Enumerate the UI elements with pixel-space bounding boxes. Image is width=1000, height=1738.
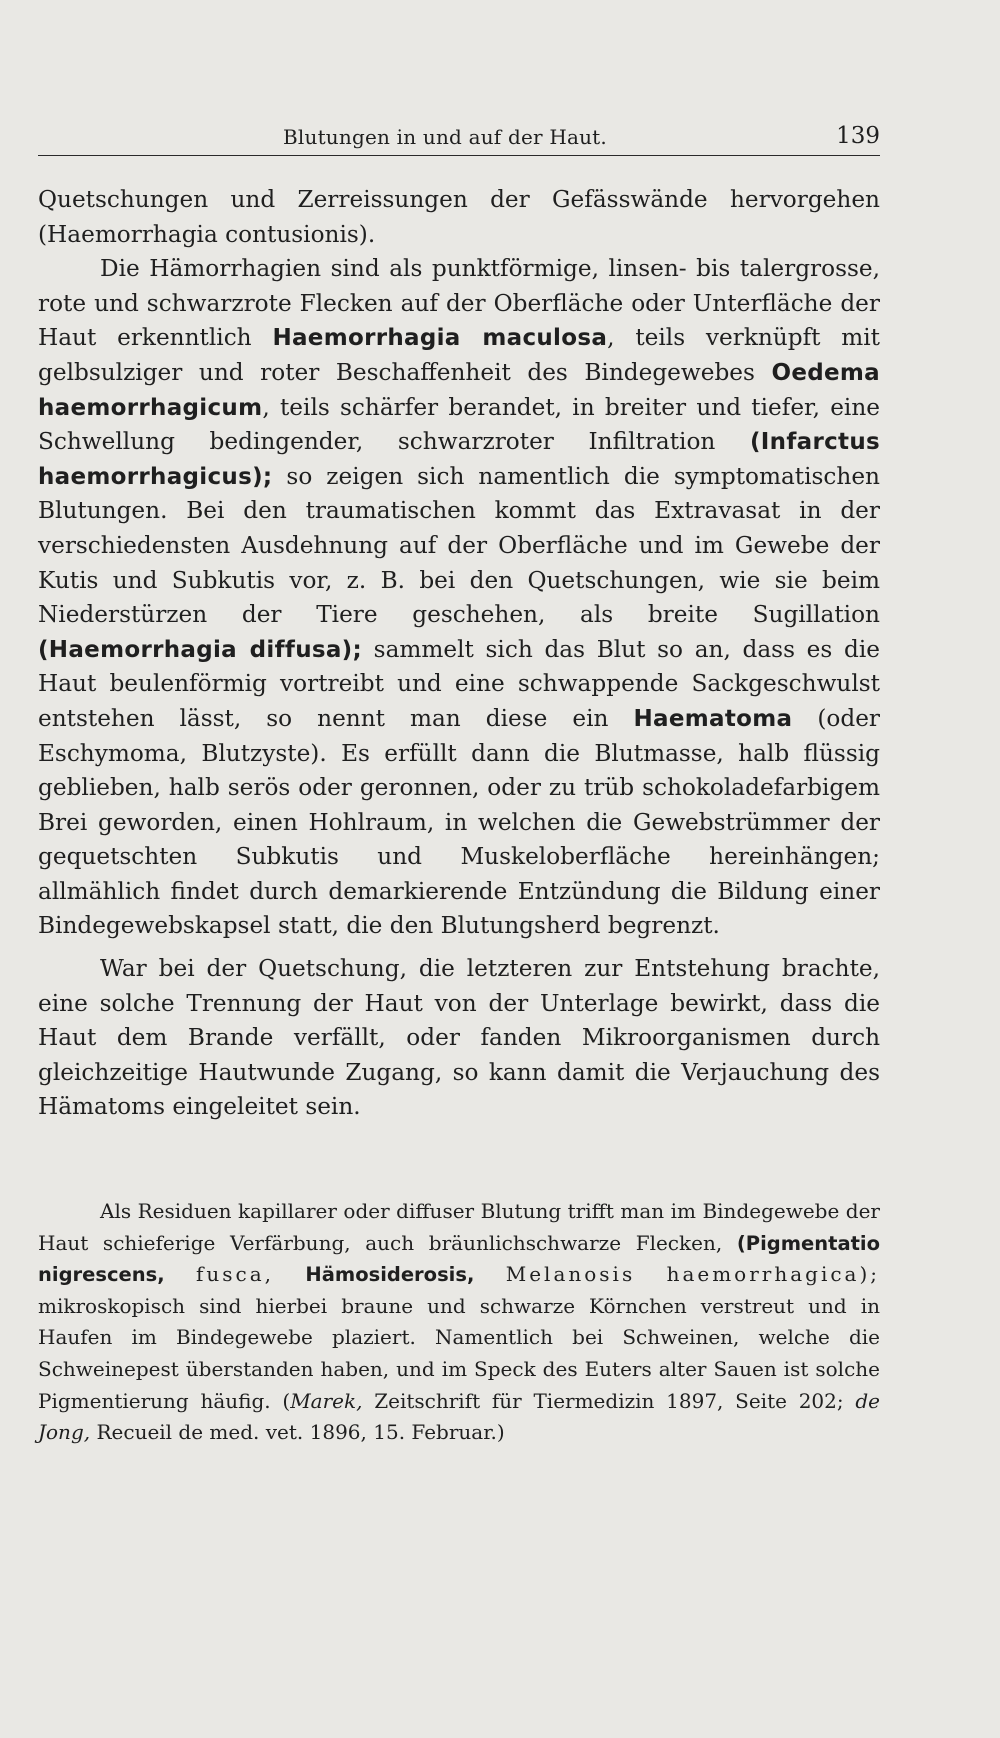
paragraph-2-text-a: Die Hämorrhagien sind als punktförmige, linsen- bis talergrosse, rote und schwarzrote Flecken auf der Oberfläche oder Unterfläche der Haut erkenntlich xyxy=(38,255,880,352)
small-print-paragraph xyxy=(38,1196,880,1449)
paragraph-2-text-g: (oder Eschymoma, Blutzyste). Es erfüllt dann die Blutmasse, halb flüssig geblieben, halb serös oder geronnen, oder zu trüb schokoladefarbigem Brei geworden, einen Hohlraum, in welchen die Gewebstrümmer der gequetschten Subkutis und Muskeloberfläche hereinhängen; allmählich findet durch demarkierende Entzündung die Bildung einer Bindegewebskapsel statt, die den Blutungsherd begrenzt. xyxy=(38,704,881,940)
paragraph-1-text: Quetschungen und Zerreissungen der Gefässwände hervorgehen (Haemorrhagia contusionis). xyxy=(38,186,880,248)
main-text xyxy=(38,183,880,1125)
paragraph-2-text-e: so zeigen sich namentlich die symptomatischen Blutungen. Bei den traumatischen kommt das Extravasat in der verschiedensten Ausdehnung auf der Oberfläche und im Gewebe der Kutis und Subkutis vor, z. B. bei den Quetschungen, wie sie beim Niederstürzen der Tiere geschehen, als breite Sugillation xyxy=(38,462,880,629)
small-text-e: Zeitschrift für Tiermedizin 1897, Seite 202; xyxy=(362,1388,856,1413)
paragraph-2-text-d: , teils schärfer berandet, in breiter und tiefer, eine Schwellung bedingender, schwarzroter Infiltration xyxy=(38,393,880,456)
small-paragraph xyxy=(38,1196,880,1449)
page-number: 139 xyxy=(836,123,880,149)
term-haemosiderosis: Hämosiderosis, xyxy=(305,1263,475,1287)
term-haematoma: Haematoma xyxy=(633,705,793,732)
paragraph-2 xyxy=(38,252,880,944)
term-haemorrhagia-diffusa: (Haemorrhagia diffusa); xyxy=(38,636,362,663)
paragraph-2-text-c: , teils verknüpft mit gelbsulziger und roter Beschaffenheit des Bindegewebes xyxy=(38,324,881,386)
paragraph-2-text-f: sammelt sich das Blut so an, dass es die Haut beulenförmig vortreibt und eine schwappende Sackgeschwulst entstehen lässt, so nennt man diese ein xyxy=(38,635,880,732)
small-text-f: Recueil de med. vet. 1896, 15. Februar.) xyxy=(90,1420,505,1445)
author-de-jong: de Jong, xyxy=(38,1388,880,1445)
term-melanosis: Melanosis haemorrhagica); xyxy=(474,1262,880,1287)
term-fusca: fusca, xyxy=(164,1262,306,1287)
small-text-a: Als Residuen kapillarer oder diffuser Blutung trifft man im Bindegewebe der Haut schieferige Verfärbung, auch bräunlichschwarze Flecken, xyxy=(38,1199,880,1255)
paragraph-3-text: War bei der Quetschung, die letzteren zur Entstehung brachte, eine solche Trennung der Haut von der Unterlage bewirkt, dass die Haut dem Brande verfällt, oder fanden Mikroorganismen durch gleichzeitige Hautwunde Zugang, so kann damit die Verjauchung des Hämatoms eingeleitet sein. xyxy=(38,955,880,1121)
author-marek: Marek, xyxy=(290,1388,363,1413)
page-header xyxy=(38,125,880,156)
term-pigmentatio-nigrescens: (Pigmentatio nigrescens, xyxy=(38,1231,881,1287)
term-haemorrhagia-maculosa: Haemorrhagia maculosa xyxy=(272,325,608,352)
paragraph-3 xyxy=(38,952,880,1125)
running-title: Blutungen in und auf der Haut. xyxy=(283,125,607,149)
paragraph-1 xyxy=(38,183,880,252)
small-text-d: mikroskopisch sind hierbei braune und schwarze Körnchen verstreut und in Haufen im Bindegewebe plaziert. Namentlich bei Schweinen, welche die Schweinepest überstanden haben, und im Speck des Euters alter Sauen ist solche Pigmentierung häufig. ( xyxy=(38,1293,880,1413)
term-oedema-haemorrhagicum: Oedema haemorrhagicum xyxy=(38,359,880,421)
term-infarctus-haemorrhagicus: (Infarctus haemorrhagicus); xyxy=(38,429,880,490)
